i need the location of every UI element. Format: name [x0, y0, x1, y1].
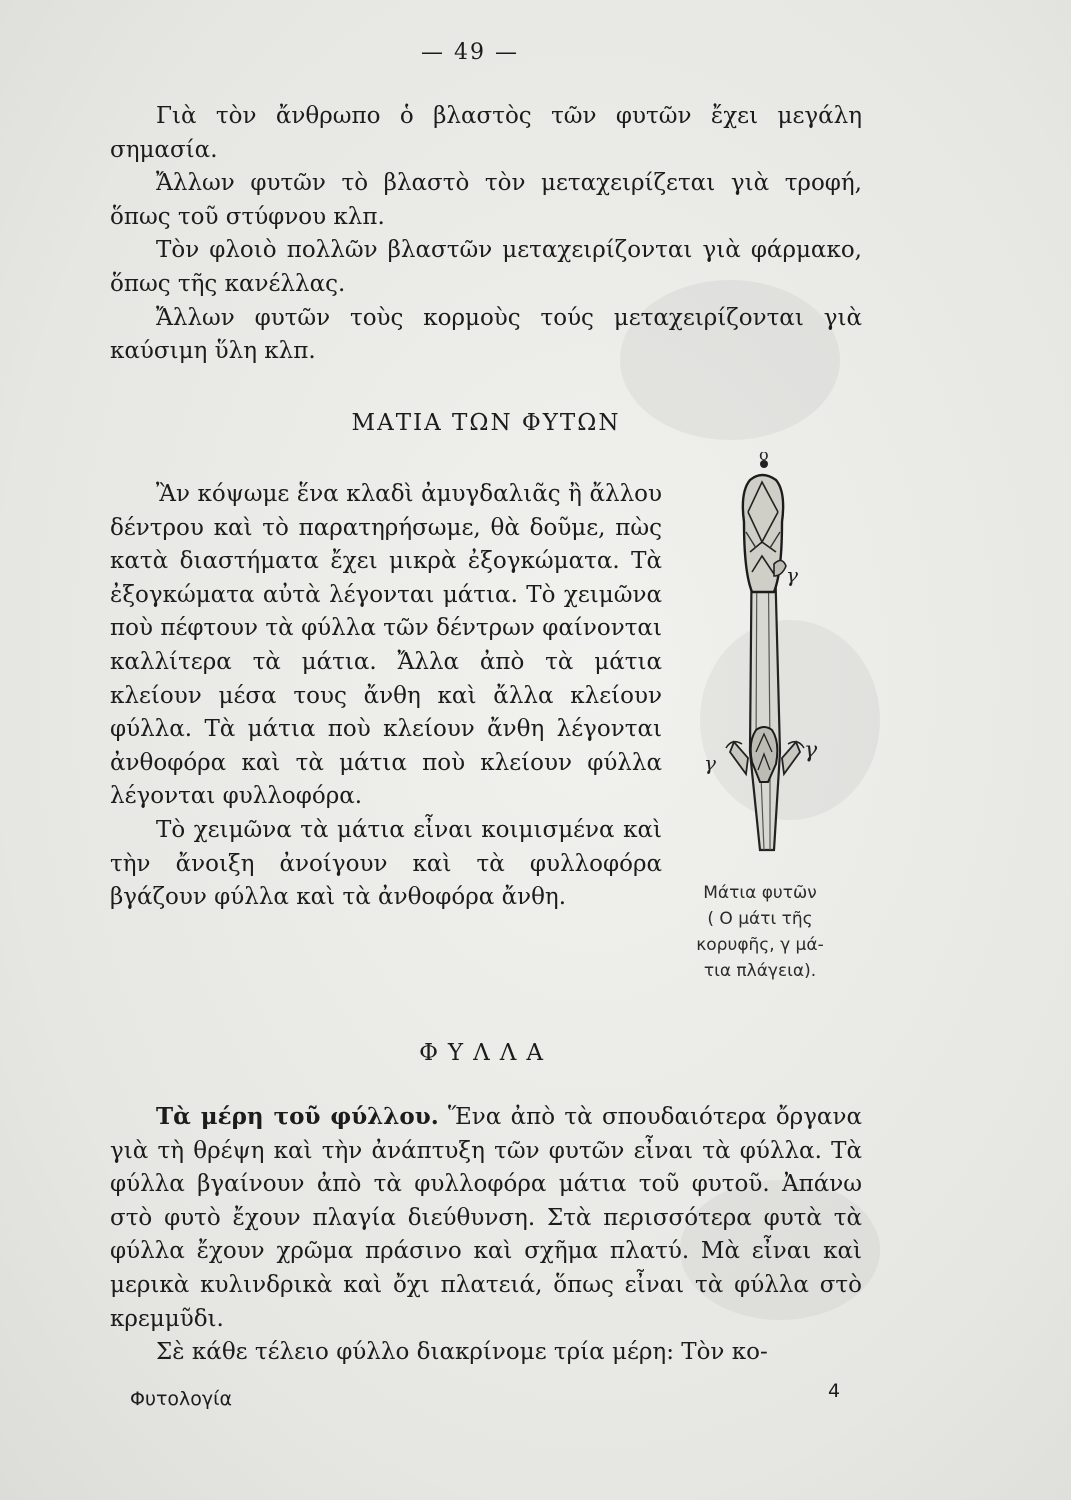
- section-heading-leaves: ΦΥΛΛΑ: [419, 1040, 553, 1066]
- caption-line: κορυφῆς, γ μά-: [696, 935, 824, 955]
- bud-illustration: [690, 452, 850, 872]
- paragraph: Γιὰ τὸν ἄνθρωπο ὁ βλαστὸς τῶν φυτῶν ἔχει μεγάλη σημασία.: [110, 103, 862, 163]
- paragraph: Ἂν κόψωμε ἕνα κλαδὶ ἀμυγδαλιᾶς ἢ ἄλλου δέντρου καὶ τὸ παρατηρήσωμε, θὰ δοῦμε, πὼς κατὰ διαστήματα ἔχει μικρὰ ἐξογκώματα. Τὰ ἐξογκώματα αὐτὰ λέγονται μάτια. Τὸ χειμῶνα ποὺ πέφτουν τὰ φύλλα τῶν δέντρων φαίνονται καλλίτερα τὰ μάτια. Ἄλλα ἀπὸ τὰ μάτια κλείουν μέσα τους ἄνθη καὶ ἄλλα κλείουν φύλλα. Τὰ μάτια ποὺ κλείουν ἄνθη λέγονται ἀνθοφόρα καὶ τὰ μάτια ποὺ κλείουν φύλλα λέγονται φυλλοφόρα.: [110, 481, 662, 810]
- paragraph: Τὸ χειμῶνα τὰ μάτια εἶναι κοιμισμένα καὶ τὴν ἄνοιξη ἀνοίγουν καὶ τὰ φυλλοφόρα βγάζουν φύλλα καὶ τὰ ἀνθοφόρα ἄνθη.: [110, 816, 662, 911]
- paragraph: Τὸν φλοιὸ πολλῶν βλαστῶν μεταχειρίζονται γιὰ φάρμακο, ὅπως τῆς κανέλλας.: [110, 237, 862, 297]
- figure-caption: [660, 880, 860, 984]
- paragraph: [110, 1100, 862, 1336]
- footer-book-title: Φυτολογία: [130, 1388, 233, 1410]
- footer-signature-number: 4: [828, 1380, 841, 1402]
- paragraph: Ἄλλων φυτῶν τὸ βλαστὸ τὸν μεταχειρίζεται γιὰ τροφή, ὅπως τοῦ στύφνου κλπ.: [110, 170, 862, 230]
- branch-drawing: [690, 452, 850, 872]
- figure-label-top: ο: [759, 452, 769, 464]
- intro-text: [110, 100, 862, 369]
- caption-line: Μάτια φυτῶν: [703, 883, 817, 903]
- caption-line: ( Ο μάτι τῆς: [707, 909, 813, 929]
- figure-label-side: γ: [786, 563, 798, 587]
- leaves-text: [110, 1100, 862, 1370]
- page-number: — 49 —: [421, 40, 519, 65]
- figure-label-side: γ: [704, 751, 716, 775]
- paragraph-body: Ἕνα ἀπὸ τὰ σπουδαιότερα ὄργανα γιὰ τὴ θρέψη καὶ τὴν ἀνάπτυξη τῶν φυτῶν εἶναι τὰ φύλλα. Τὰ φύλλα βγαίνουν ἀπὸ τὰ φυλλοφόρα μάτια τοῦ φυτοῦ. Ἀπάνω στὸ φυτὸ ἔχουν πλαγία διεύθυνση. Στὰ περισσότερα φυτὰ τὰ φύλλα ἔχουν χρῶμα πράσινο καὶ σχῆμα πλατύ. Μὰ εἶναι καὶ μερικὰ κυλινδρικὰ καὶ ὄχι πλατειά, ὅπως εἶναι τὰ φύλλα στὸ κρεμμῦδι.: [110, 1104, 862, 1332]
- bold-term: Τὰ μέρη τοῦ φύλλου.: [156, 1103, 439, 1130]
- section-heading-eyes: ΜΑΤΙΑ ΤΩΝ ΦΥΤΩΝ: [351, 410, 621, 436]
- paragraph: Σὲ κάθε τέλειο φύλλο διακρίνομε τρία μέρη: Τὸν κο-: [156, 1339, 768, 1366]
- eyes-text: [110, 478, 662, 915]
- caption-line: τια πλάγεια).: [703, 961, 817, 981]
- paragraph: Ἄλλων φυτῶν τοὺς κορμοὺς τούς μεταχειρίζονται γιὰ καύσιμη ὕλη κλπ.: [110, 304, 862, 365]
- figure-label-side: γ: [804, 738, 818, 763]
